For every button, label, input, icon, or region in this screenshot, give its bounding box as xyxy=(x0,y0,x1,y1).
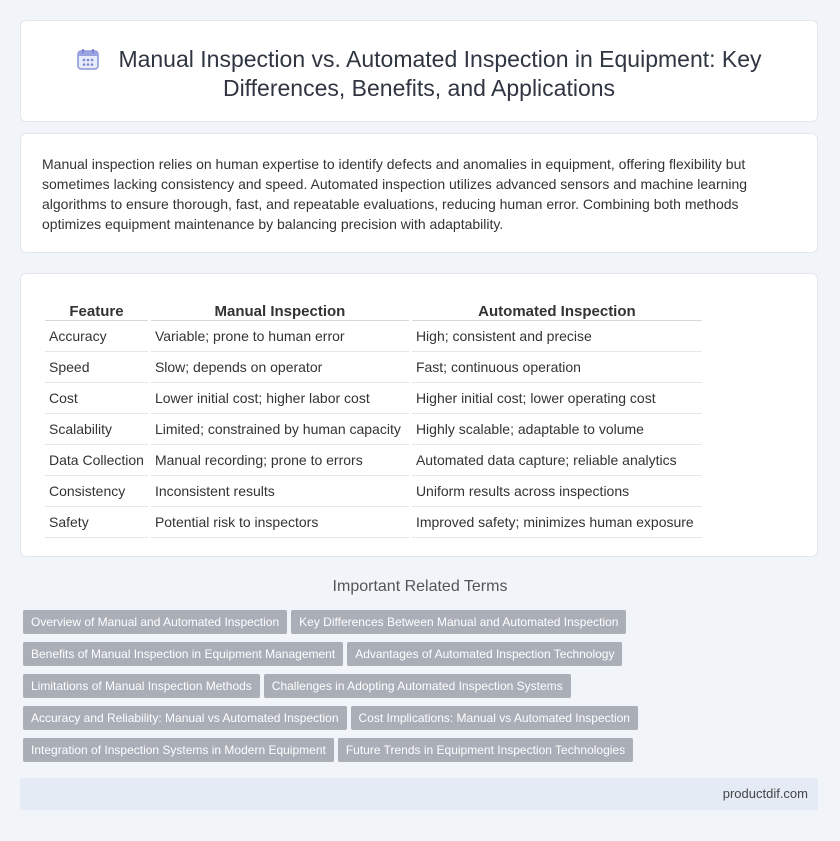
related-terms-heading: Important Related Terms xyxy=(332,578,508,595)
table-row xyxy=(45,507,702,538)
table-row xyxy=(45,383,702,414)
related-term-tag[interactable]: Challenges in Adopting Automated Inspection Systems xyxy=(264,674,571,698)
feature-cell: Consistency xyxy=(45,476,148,507)
intro-card xyxy=(20,133,818,253)
table-row xyxy=(45,476,702,507)
automated-cell: High; consistent and precise xyxy=(412,321,702,352)
related-tag-row xyxy=(23,674,575,698)
feature-cell: Safety xyxy=(45,507,148,538)
manual-cell: Slow; depends on operator xyxy=(151,352,409,383)
related-term-tag[interactable]: Limitations of Manual Inspection Methods xyxy=(23,674,260,698)
title-card xyxy=(20,20,818,122)
table-row xyxy=(45,414,702,445)
automated-cell: Highly scalable; adaptable to volume xyxy=(412,414,702,445)
table-row xyxy=(45,352,702,383)
column-header-feature: Feature xyxy=(45,294,148,321)
intro-paragraph: Manual inspection relies on human expertise to identify defects and anomalies in equipment, offering flexibility but sometimes lacking consistency and speed. Automated inspection utilizes advanced sensors and machine learning algorithms to ensure thorough, fast, and repeatable evaluations, reducing human error. Combining both methods optimizes equipment maintenance by balancing precision with adaptability. xyxy=(42,156,748,232)
footer xyxy=(20,778,818,810)
table-row xyxy=(45,321,702,352)
related-term-tag[interactable]: Cost Implications: Manual vs Automated Inspection xyxy=(351,706,638,730)
feature-cell: Speed xyxy=(45,352,148,383)
column-header-automated: Automated Inspection xyxy=(412,294,702,321)
manual-cell: Limited; constrained by human capacity xyxy=(151,414,409,445)
feature-cell: Cost xyxy=(45,383,148,414)
automated-cell: Automated data capture; reliable analytics xyxy=(412,445,702,476)
comparison-card xyxy=(20,273,818,557)
automated-cell: Fast; continuous operation xyxy=(412,352,702,383)
related-term-tag[interactable]: Accuracy and Reliability: Manual vs Automated Inspection xyxy=(23,706,347,730)
manual-cell: Potential risk to inspectors xyxy=(151,507,409,538)
table-row xyxy=(45,445,702,476)
title-wrapper xyxy=(21,45,817,103)
automated-cell: Uniform results across inspections xyxy=(412,476,702,507)
table-header-row xyxy=(45,294,702,321)
manual-cell: Inconsistent results xyxy=(151,476,409,507)
page-title: Manual Inspection vs. Automated Inspection in Equipment: Key Differences, Benefits, and Applications xyxy=(118,46,762,101)
automated-cell: Improved safety; minimizes human exposure xyxy=(412,507,702,538)
manual-cell: Variable; prone to human error xyxy=(151,321,409,352)
manual-cell: Manual recording; prone to errors xyxy=(151,445,409,476)
footer-site-link[interactable]: productdif.com xyxy=(722,786,808,801)
calendar-icon xyxy=(76,47,100,71)
feature-cell: Accuracy xyxy=(45,321,148,352)
related-tag-row xyxy=(23,738,637,762)
related-tag-row xyxy=(23,610,630,634)
related-term-tag[interactable]: Advantages of Automated Inspection Technology xyxy=(347,642,622,666)
manual-cell: Lower initial cost; higher labor cost xyxy=(151,383,409,414)
related-term-tag[interactable]: Overview of Manual and Automated Inspection xyxy=(23,610,287,634)
related-tag-row xyxy=(23,706,642,730)
related-tag-row xyxy=(23,642,626,666)
feature-cell: Data Collection xyxy=(45,445,148,476)
column-header-manual: Manual Inspection xyxy=(151,294,409,321)
feature-cell: Scalability xyxy=(45,414,148,445)
related-term-tag[interactable]: Benefits of Manual Inspection in Equipment Management xyxy=(23,642,343,666)
related-term-tag[interactable]: Key Differences Between Manual and Automated Inspection xyxy=(291,610,626,634)
automated-cell: Higher initial cost; lower operating cost xyxy=(412,383,702,414)
comparison-table xyxy=(42,294,705,538)
related-term-tag[interactable]: Future Trends in Equipment Inspection Technologies xyxy=(338,738,633,762)
related-term-tag[interactable]: Integration of Inspection Systems in Modern Equipment xyxy=(23,738,334,762)
